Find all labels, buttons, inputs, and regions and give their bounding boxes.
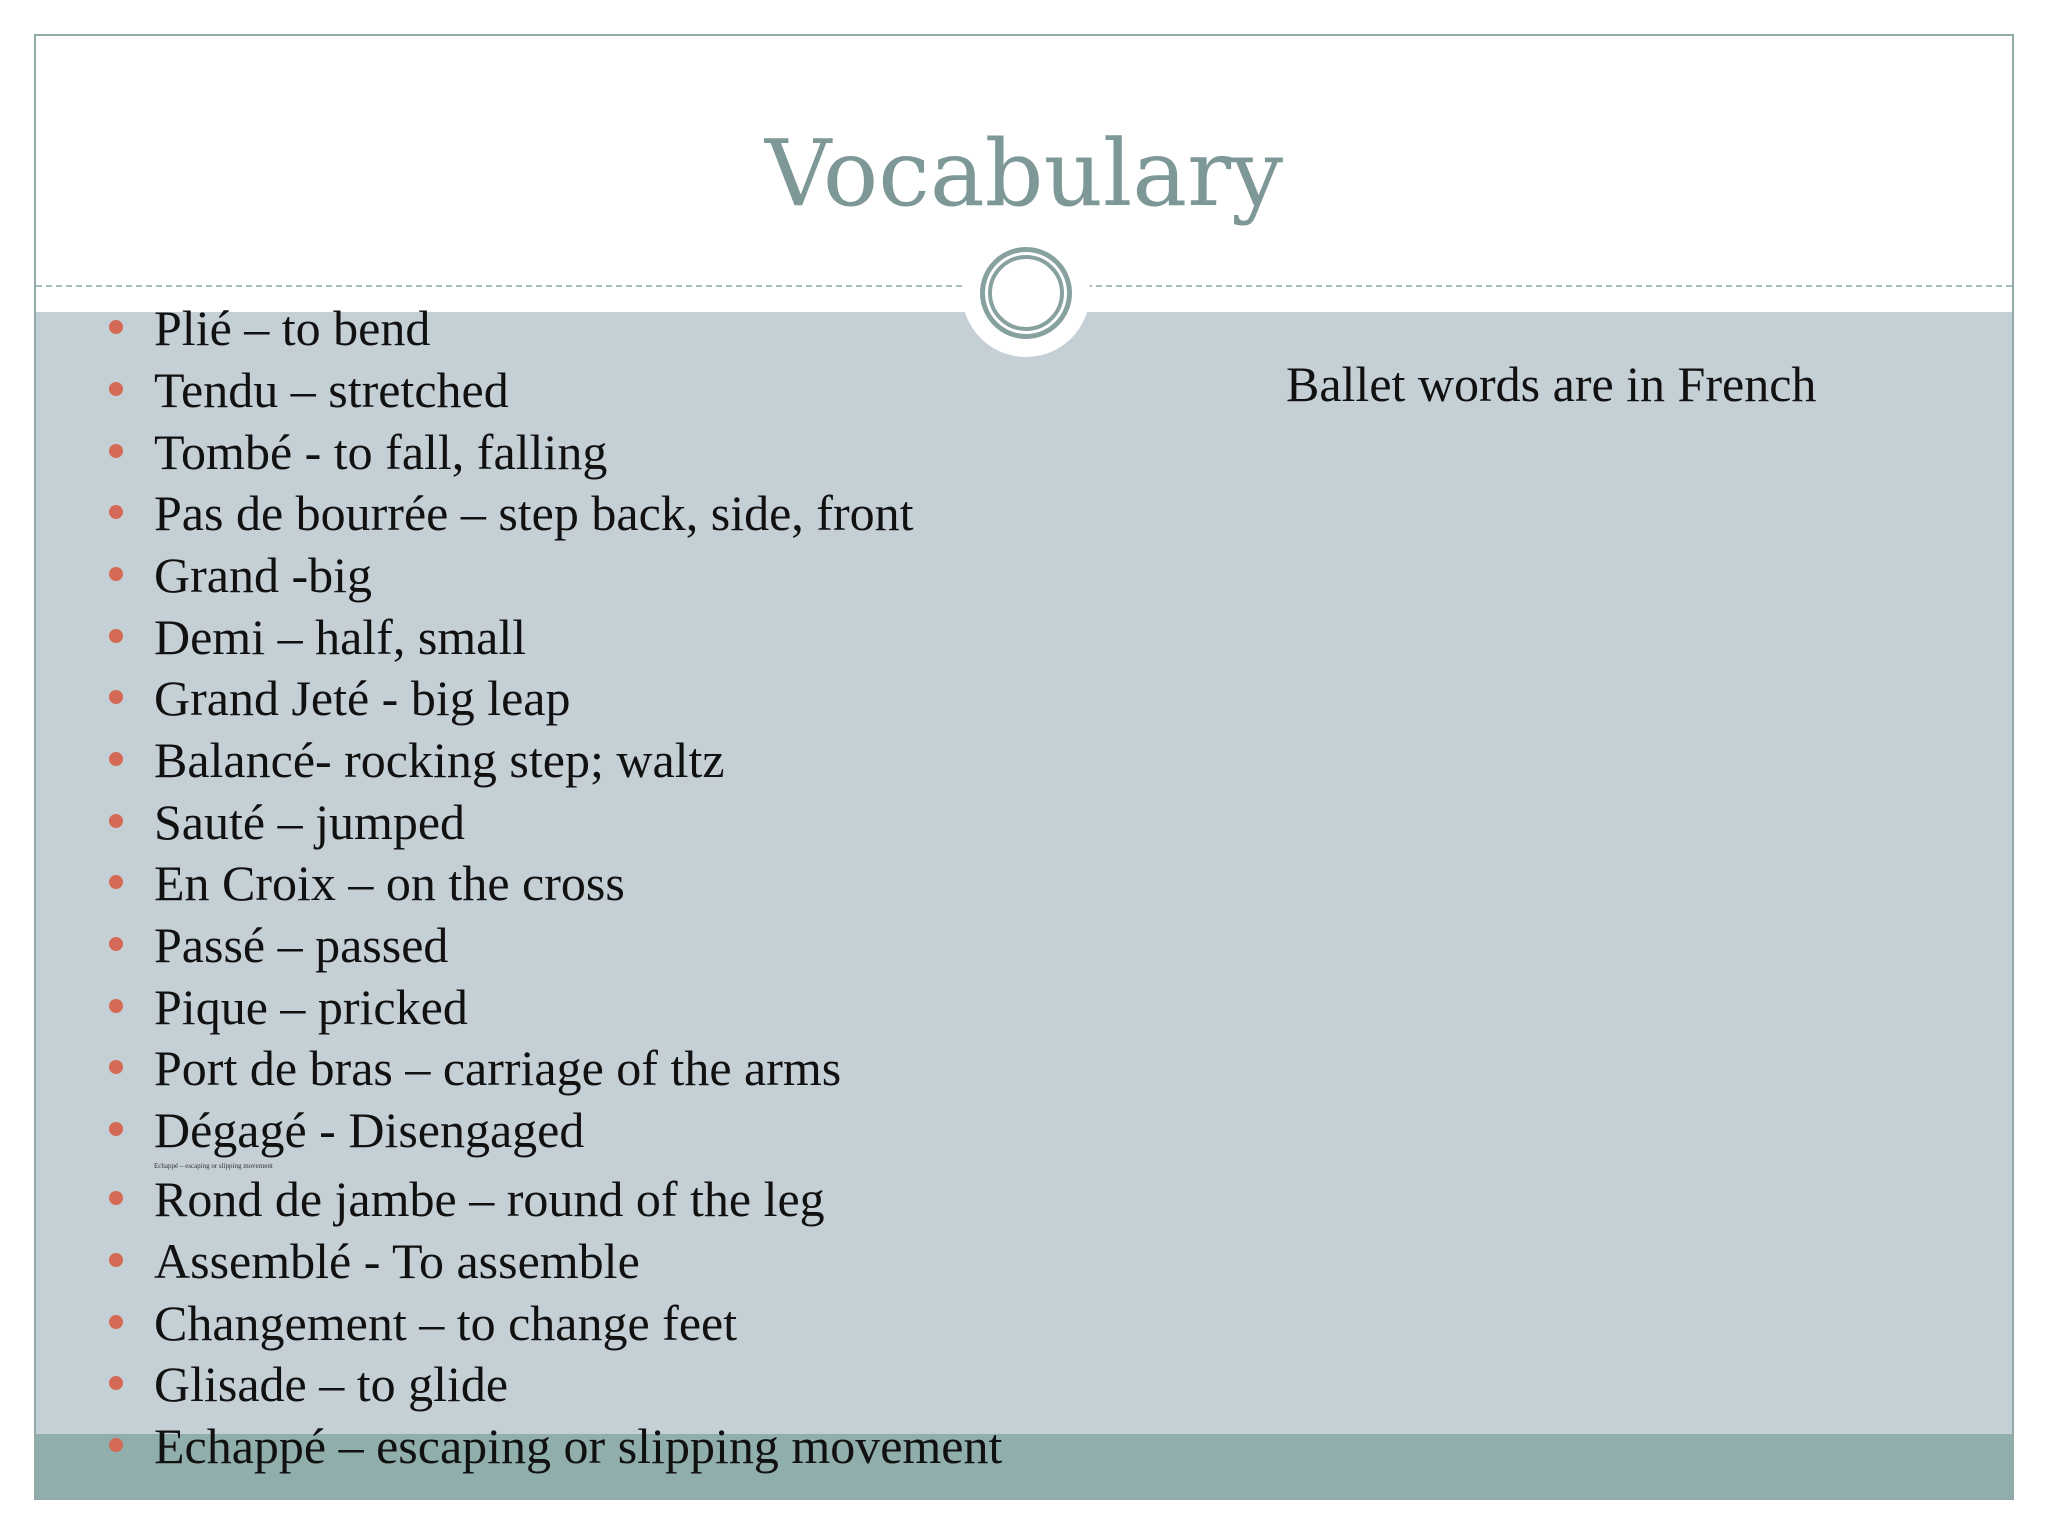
vocab-text: Tombé - to fall, falling bbox=[154, 424, 608, 480]
list-item bbox=[154, 360, 509, 420]
bullet-icon bbox=[109, 1060, 123, 1074]
bullet-icon bbox=[109, 1315, 123, 1329]
bullet-icon bbox=[109, 937, 123, 951]
list-item bbox=[154, 545, 372, 605]
bullet-icon bbox=[109, 999, 123, 1013]
slide bbox=[34, 34, 2014, 1500]
bullet-icon bbox=[109, 690, 123, 704]
vocab-text: Echappé – escaping or slipping movement bbox=[154, 1418, 1003, 1474]
list-item bbox=[154, 422, 607, 482]
list-item bbox=[154, 483, 914, 543]
vocab-text: Port de bras – carriage of the arms bbox=[154, 1040, 842, 1096]
vocab-text: Sauté – jumped bbox=[154, 794, 466, 850]
list-item bbox=[154, 853, 625, 913]
vocab-text: Passé – passed bbox=[154, 917, 449, 973]
bullet-icon bbox=[109, 567, 123, 581]
bullet-icon bbox=[109, 1376, 123, 1390]
vocab-text: Tendu – stretched bbox=[154, 362, 509, 418]
side-note: Ballet words are in French bbox=[1286, 356, 1817, 412]
list-item bbox=[154, 915, 448, 975]
bullet-icon bbox=[109, 814, 123, 828]
vocab-text: En Croix – on the cross bbox=[154, 855, 625, 911]
bullet-icon bbox=[109, 444, 123, 458]
list-item bbox=[154, 730, 725, 790]
list-item bbox=[154, 1169, 825, 1229]
bullet-icon bbox=[109, 1191, 123, 1205]
slide-title: Vocabulary bbox=[764, 120, 1284, 227]
vocabulary-list bbox=[36, 36, 2012, 1498]
bullet-icon bbox=[109, 1253, 123, 1267]
list-item bbox=[154, 792, 465, 852]
vocab-text: Pas de bourrée – step back, side, front bbox=[154, 485, 914, 541]
bullet-icon bbox=[109, 752, 123, 766]
bullet-icon bbox=[109, 382, 123, 396]
vocab-text: Assemblé - To assemble bbox=[154, 1233, 640, 1289]
bullet-icon bbox=[109, 875, 123, 889]
bullet-icon bbox=[109, 320, 123, 334]
bullet-icon bbox=[109, 505, 123, 519]
list-item bbox=[154, 298, 430, 358]
bullet-icon bbox=[109, 629, 123, 643]
vocab-text: Rond de jambe – round of the leg bbox=[154, 1171, 825, 1227]
vocab-text: Glisade – to glide bbox=[154, 1356, 509, 1412]
list-item bbox=[154, 1038, 841, 1098]
vocab-text: Demi – half, small bbox=[154, 609, 527, 665]
vocab-text: Changement – to change feet bbox=[154, 1295, 738, 1351]
list-item bbox=[154, 1416, 1002, 1476]
list-item bbox=[154, 1293, 737, 1353]
vocab-text: Balancé- rocking step; waltz bbox=[154, 732, 725, 788]
list-item bbox=[154, 977, 468, 1037]
vocab-text: Dégagé - Disengaged bbox=[154, 1102, 585, 1158]
vocab-text: Grand Jeté - big leap bbox=[154, 670, 571, 726]
vocab-text: Grand -big bbox=[154, 547, 372, 603]
vocab-text: Pique – pricked bbox=[154, 979, 468, 1035]
bullet-icon bbox=[109, 1438, 123, 1452]
tiny-note: Echappé – escaping or slipping movement bbox=[154, 1162, 273, 1170]
list-item bbox=[154, 607, 526, 667]
vocab-text: Plié – to bend bbox=[154, 300, 431, 356]
list-item bbox=[154, 668, 571, 728]
bullet-icon bbox=[109, 1122, 123, 1136]
list-item bbox=[154, 1231, 640, 1291]
list-item bbox=[154, 1354, 508, 1414]
list-item bbox=[154, 1100, 584, 1160]
